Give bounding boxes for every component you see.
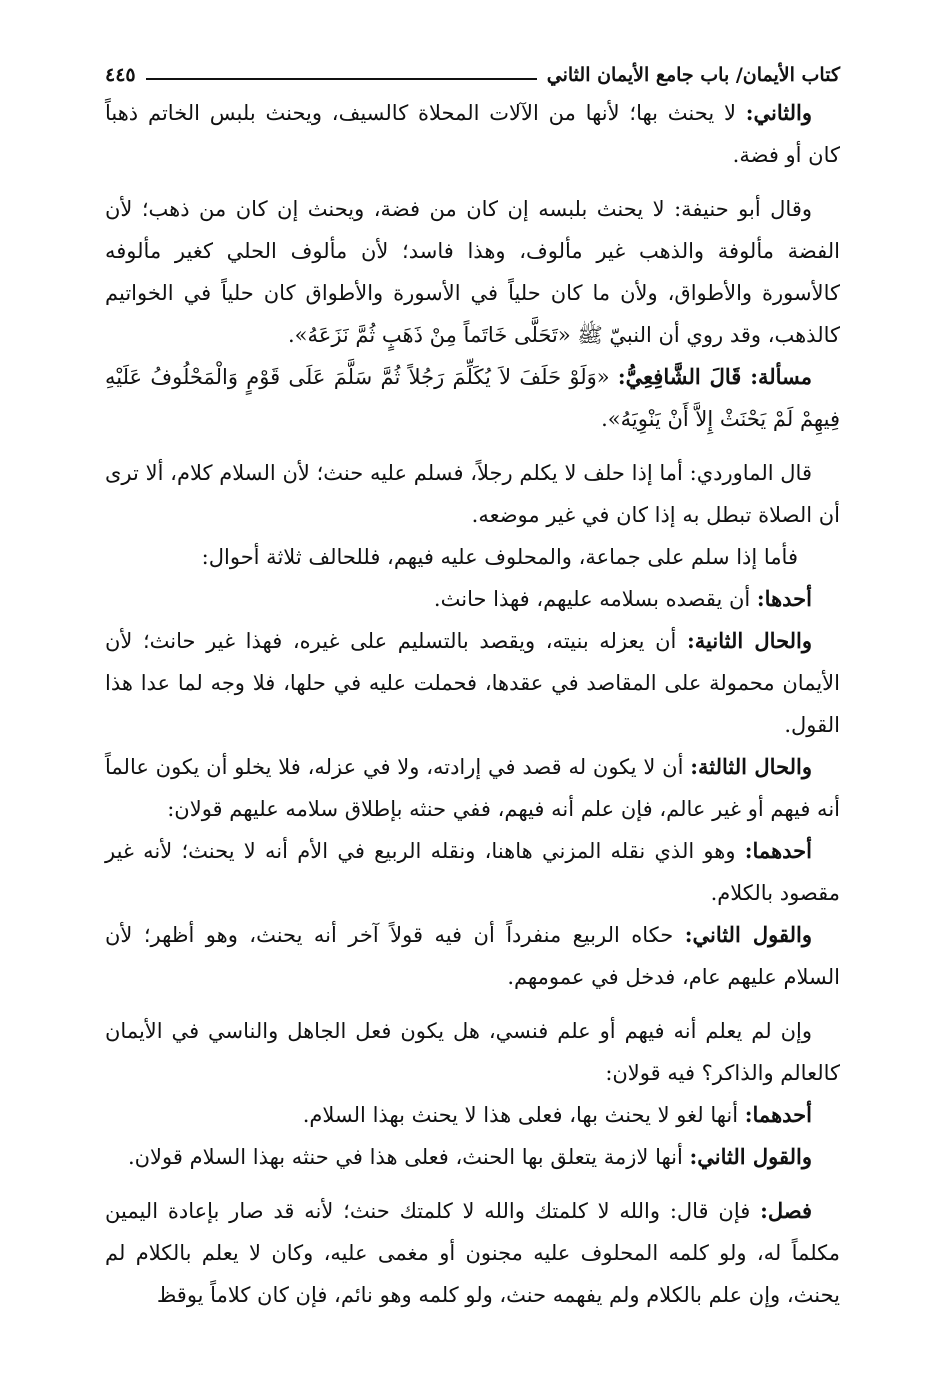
paragraph-text: قال الماوردي: أما إذا حلف لا يكلم رجلاً، فسلم عليه حنث؛ لأن السلام كلام، ألا ترى أن الصلاة تبطل به إذا كان في غير موضعه. [105,461,840,527]
paragraph-9 [105,830,840,914]
paragraph-8 [105,746,840,830]
paragraph-label: والقول الثاني: [684,922,812,947]
paragraph-6 [105,578,840,620]
paragraph-text: حكاه الربيع منفرداً أن فيه قولاً آخر أنه يحنث، وهو أظهر؛ لأن السلام عليهم عام، فدخل في عمومهم. [105,923,840,989]
header-rule [146,78,537,80]
paragraph-text: وإن لم يعلم أنه فيهم أو علم فنسي، هل يكون فعل الجاهل والناسي في الأيمان كالعالم والذاكر؟ فيه قولان: [105,1019,840,1085]
paragraph-text: وهو الذي نقله المزني هاهنا، ونقله الربيع في الأم أنه لا يحنث؛ لأنه غير مقصود بالكلام. [105,839,840,905]
page-number: ٤٤٥ [105,64,136,86]
running-header [105,58,840,92]
paragraph-label: والحال الثانية: [687,628,813,653]
header-title: كتاب الأيمان/ باب جامع الأيمان الثاني [546,64,840,86]
page-body [105,92,840,1316]
paragraph-13 [105,1136,840,1178]
paragraph-label: فصل: [760,1198,813,1223]
paragraph-11 [105,1010,840,1094]
paragraph-text: فإن قال: والله لا كلمتك والله لا كلمتك حنث؛ لأنه قد صار بإعادة اليمين مكلماً له، ولو كلمه المحلوف عليه مجنون أو مغمى عليه، وكان لا يعلم بالكلام لم يحنث، وإن علم بالكلام ولم يفهمه حنث، ولو كلمه وهو نائم، فإن كان كلاماً يوقظ [105,1199,840,1307]
paragraph-text: أن يقصده بسلامه عليهم، فهذا حانث. [433,587,751,611]
paragraph-3 [105,356,840,440]
paragraph-text: فأما إذا سلم على جماعة، والمحلوف عليه فيهم، فللحالف ثلاثة أحوال: [201,545,798,569]
paragraph-text: أنها لازمة يتعلق بها الحنث، فعلى هذا في حنثه بهذا السلام قولان. [127,1145,683,1169]
paragraph-text: أن يعزله بنيته، ويقصد بالتسليم على غيره، فهذا غير حانث؛ لأن الأيمان محمولة على المقاصد في عقدها، فحملت عليه في حلها، فلا وجه لما عدا هذا القول. [105,629,840,737]
paragraph-label: والحال الثالثة: [690,754,812,779]
paragraph-1 [105,92,840,176]
paragraph-7 [105,620,840,746]
paragraph-label: أحدهما: [744,1102,812,1127]
paragraph-10 [105,914,840,998]
paragraph-label: والقول الثاني: [689,1144,812,1169]
paragraph-5 [105,536,840,578]
paragraph-label: أحدهما: [744,838,812,863]
paragraph-label: أحدها: [756,586,812,611]
paragraph-label: مسألة: قَالَ الشَّافِعِيُّ: [617,364,812,389]
book-page [105,58,840,1316]
paragraph-text: أن لا يكون له قصد في إرادته، ولا في عزله، فلا يخلو أن يكون عالماً أنه فيهم أو غير عالم، فإن علم أنه فيهم، ففي حنثه بإطلاق سلامه عليهم قولان: [105,755,840,821]
paragraph-text: «وَلَوْ حَلَفَ لاَ يُكَلِّمَ رَجُلاً ثُمَّ سَلَّمَ عَلَى قَوْمٍ وَالْمَحْلُوفُ عَلَيْهِ فِيهِمْ لَمْ يَحْنَثْ إِلاَّ أَنْ يَنْوِيَهُ». [105,365,840,431]
paragraph-12 [105,1094,840,1136]
paragraph-14 [105,1190,840,1316]
paragraph-text: أنها لغو لا يحنث بها، فعلى هذا لا يحنث بهذا السلام. [302,1103,739,1127]
paragraph-text: وقال أبو حنيفة: لا يحنث بلبسه إن كان من فضة، ويحنث إن كان من ذهب؛ لأن الفضة مألوفة والذهب غير مألوف، وهذا فاسد؛ لأن مألوف الحلي كغير مألوفه كالأسورة والأطواق، ولأن ما كان حلياً في الأسورة والأطواق كان حلياً في الخواتيم كالذهب، وقد روي أن النبيّ ﷺ «تَحَلَّى خَاتَماً مِنْ ذَهَبٍ ثُمَّ نَزَعَهُ». [105,197,840,347]
paragraph-4 [105,452,840,536]
paragraph-label: والثاني: [745,100,812,125]
paragraph-2 [105,188,840,356]
paragraph-text: لا يحنث بها؛ لأنها من الآلات المحلاة كالسيف، ويحنث بلبس الخاتم ذهباً كان أو فضة. [105,101,840,167]
